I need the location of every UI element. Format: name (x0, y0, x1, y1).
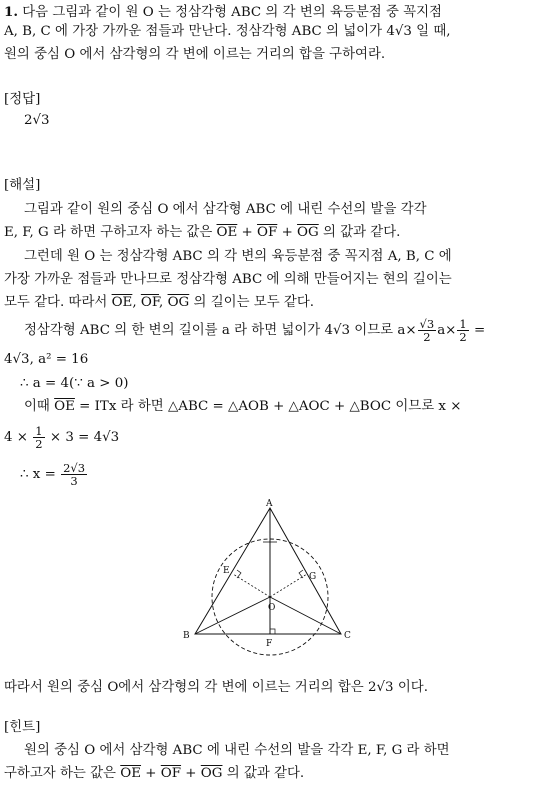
segment-og-hint: $\overline{OG}$ (200, 766, 223, 781)
solution-label: [해설] (4, 178, 41, 193)
segment-oe-2: $\overline{OE}$ (111, 295, 133, 310)
solution-p2-tail: 의 길이는 모두 같다. (189, 295, 315, 310)
label-b: B (183, 631, 190, 641)
problem-line-1 (4, 2, 529, 23)
solution-p3-text: 정삼각형 ABC 의 한 변의 길이를 a 라 하면 넓이가 4√3 이므로 a× (24, 323, 417, 338)
solution-p4-line3 (20, 462, 529, 487)
problem-text-1: 다음 그림과 같이 원 O 는 정삼각형 ABC 의 각 변의 육등분점 중 꼭지점 (17, 5, 442, 20)
solution-p4-line1 (24, 397, 529, 417)
solution-p4-l3-pre: ∴ x = (20, 467, 61, 482)
segment-oe-3: $\overline{OE}$ (54, 399, 75, 414)
fraction-2sqrt3-over-3: $\frac{2√3}{3}$ (63, 461, 86, 488)
segment-of-2: $\overline{OF}$ (140, 295, 160, 310)
problem-line-2: A, B, C 에 가장 가까운 점들과 만난다. 정삼각형 ABC 의 넓이가 4√3 일 때, (4, 24, 451, 39)
solution-p1-tail: 의 값과 같다. (318, 225, 401, 240)
perpendicular-oe (233, 574, 270, 597)
solution-p4-line2 (4, 425, 529, 450)
triangle-abc (195, 508, 341, 634)
fraction-half: $\frac{1}{2}$ (35, 424, 43, 451)
fraction-1-over-2: $\frac{1}{2}$ (459, 317, 467, 344)
right-angle-e (237, 570, 241, 578)
solution-p4-l2-pre: 4 × (4, 430, 33, 445)
hint-line-2: 구하고자 하는 값은 $\overline{OE} + \overline{OF} + \overline{OG}$ 의 값과 같다. (4, 766, 305, 781)
solution-p3-line1 (24, 318, 529, 343)
answer-label: [정답] (4, 92, 41, 107)
problem-line-3: 원의 중심 O 에서 삼각형의 각 변에 이르는 거리의 합을 구하여라. (4, 47, 386, 62)
geometry-figure (175, 498, 375, 663)
label-g: G (309, 572, 317, 582)
conclusion-line: 따라서 원의 중심 O에서 삼각형의 각 변에 이르는 거리의 합은 2√3 이다. (4, 680, 428, 695)
label-a: A (266, 499, 273, 509)
segment-oe: $\overline{OE}$ (216, 225, 238, 240)
solution-p2-line2: 가장 가까운 점들과 만나므로 정삼각형 ABC 에 의해 만들어지는 현의 길이는 (4, 272, 452, 287)
solution-p3-line2: 4√3, a² = 16 (4, 352, 89, 367)
right-angle-g (299, 570, 303, 578)
solution-p2-text: 모두 같다. 따라서 (4, 295, 112, 310)
label-f: F (266, 639, 273, 649)
hint-tail: 의 값과 같다. (222, 766, 305, 781)
solution-p4-l2-post: × 3 = 4√3 (45, 430, 120, 445)
solution-p4-text: 이때 (24, 399, 55, 414)
solution-p3-line3: ∴ a = 4(∵ a > 0) (20, 376, 129, 391)
fraction-sqrt3-over-2: $\frac{√3}{2}$ (419, 317, 435, 344)
label-o: O (268, 603, 276, 613)
solution-p1-text: E, F, G 라 하면 구하고자 하는 값은 (4, 225, 217, 240)
solution-p1-line2: E, F, G 라 하면 구하고자 하는 값은 $\overline{OE} + \overline{OF} + \overline{OG}$ 의 값과 같다. (4, 225, 401, 240)
solution-p2-line1: 그런데 원 O 는 정삼각형 ABC 의 각 변의 육등분점 중 꼭지점 A, B, C 에 (24, 249, 452, 264)
hint-line-1: 원의 중심 O 에서 삼각형 ABC 에 내린 수선의 발을 각각 E, F, G 라 하면 (24, 743, 450, 758)
label-c: C (344, 631, 351, 641)
solution-p1-line1: 그림과 같이 원의 중심 O 에서 삼각형 ABC 에 내린 수선의 발을 각각 (24, 202, 427, 217)
right-angle-f (270, 629, 275, 634)
segment-of: $\overline{OF}$ (257, 225, 278, 240)
solution-p2-line3: 모두 같다. 따라서 $\overline{OE}$, $\overline{OF}$, $\overline{OG}$ 의 길이는 모두 같다. (4, 295, 315, 310)
answer-value: 2√3 (24, 113, 50, 128)
segment-oe-hint: $\overline{OE}$ (120, 766, 142, 781)
solution-p3-mid: a× (437, 323, 457, 338)
segment-og-2: $\overline{OG}$ (167, 295, 190, 310)
segment-of-hint: $\overline{OF}$ (160, 766, 182, 781)
solution-p3-eq: = (469, 323, 486, 338)
label-e: E (223, 566, 230, 576)
segment-og: $\overline{OG}$ (297, 225, 319, 240)
problem-number: 1. (4, 4, 18, 20)
solution-p4-mid: = ITx 라 하면 △ABC = △AOB + △AOC + △BOC 이므로 x × (74, 399, 462, 414)
hint-text: 구하고자 하는 값은 (4, 766, 121, 781)
hint-label: [힌트] (4, 720, 41, 735)
perpendicular-og (270, 574, 307, 597)
